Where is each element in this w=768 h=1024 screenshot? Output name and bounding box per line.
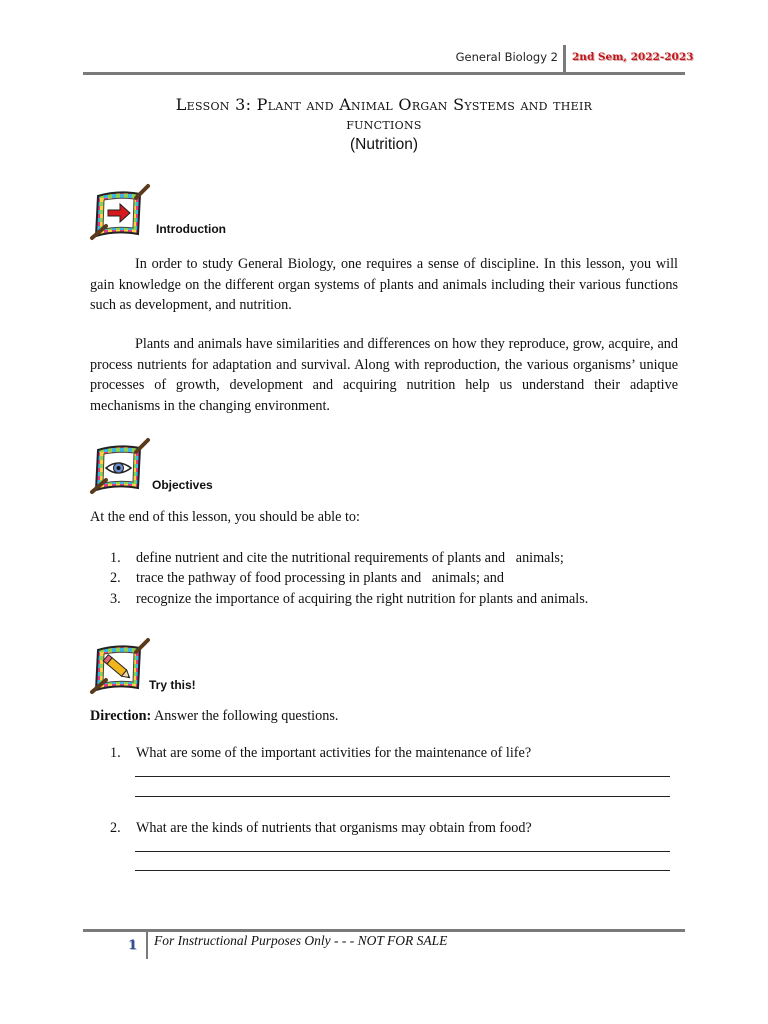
page-number: 1 bbox=[128, 938, 138, 953]
answer-line[interactable] bbox=[135, 796, 670, 797]
intro-paragraph-2: Plants and animals have similarities and differences on how they reproduce, grow, acquire, and process nutrients for adaptation and survival. Along with reproduction, the various organisms’ unique processes of growth, development and acquiring nutrition help us understand their adaptive mechanisms in the changing environment. bbox=[90, 336, 678, 414]
objective-item bbox=[110, 570, 504, 587]
try-this-label: Try this! bbox=[149, 678, 196, 692]
arrow-scroll-icon bbox=[88, 182, 154, 244]
objective-number: 1. bbox=[110, 550, 121, 566]
introduction-label: Introduction bbox=[156, 222, 226, 236]
objective-number: 2. bbox=[110, 570, 121, 586]
header-course: General Biology 2 bbox=[455, 50, 558, 64]
answer-line[interactable] bbox=[135, 870, 670, 871]
lesson-subtitle: (Nutrition) bbox=[349, 136, 419, 153]
question-number: 2. bbox=[110, 820, 121, 836]
header-divider bbox=[563, 45, 566, 73]
direction bbox=[90, 708, 338, 725]
footer-divider bbox=[146, 931, 148, 959]
footer-rule bbox=[83, 929, 685, 932]
footer-text: For Instructional Purposes Only - - - NOT FOR SALE bbox=[154, 933, 448, 948]
objective-text: define nutrient and cite the nutritional requirements of plants and animals; bbox=[136, 550, 564, 566]
header-semester: 2nd Sem, 2022-2023 bbox=[572, 51, 694, 63]
pencil-scroll-icon bbox=[88, 636, 154, 698]
eye-scroll-icon bbox=[88, 436, 154, 498]
answer-line[interactable] bbox=[135, 776, 670, 777]
intro-paragraph-1: In order to study General Biology, one requires a sense of discipline. In this lesson, you will gain knowledge on the different organ systems of plants and animals including their various functions such as development, and nutrition. bbox=[90, 256, 678, 313]
lesson-title-line2: functions bbox=[346, 114, 422, 133]
objective-number: 3. bbox=[110, 591, 121, 607]
direction-label: Direction: bbox=[90, 708, 152, 724]
question-item bbox=[110, 820, 532, 837]
question-item bbox=[110, 745, 531, 762]
lesson-title-line1: Lesson 3: Plant and Animal Organ Systems and their bbox=[175, 95, 593, 114]
question-number: 1. bbox=[110, 745, 121, 761]
objective-item bbox=[110, 591, 588, 608]
header-rule bbox=[83, 72, 685, 75]
objectives-lead: At the end of this lesson, you should be able to: bbox=[90, 509, 360, 525]
answer-line[interactable] bbox=[135, 851, 670, 852]
objective-text: trace the pathway of food processing in plants and animals; and bbox=[136, 570, 504, 586]
objectives-label: Objectives bbox=[152, 478, 213, 492]
question-text: What are the kinds of nutrients that organisms may obtain from food? bbox=[136, 820, 532, 836]
question-text: What are some of the important activities for the maintenance of life? bbox=[136, 745, 532, 761]
objective-item bbox=[110, 550, 564, 567]
direction-text: Answer the following questions. bbox=[151, 708, 339, 724]
objective-text: recognize the importance of acquiring the right nutrition for plants and animals. bbox=[136, 591, 589, 607]
